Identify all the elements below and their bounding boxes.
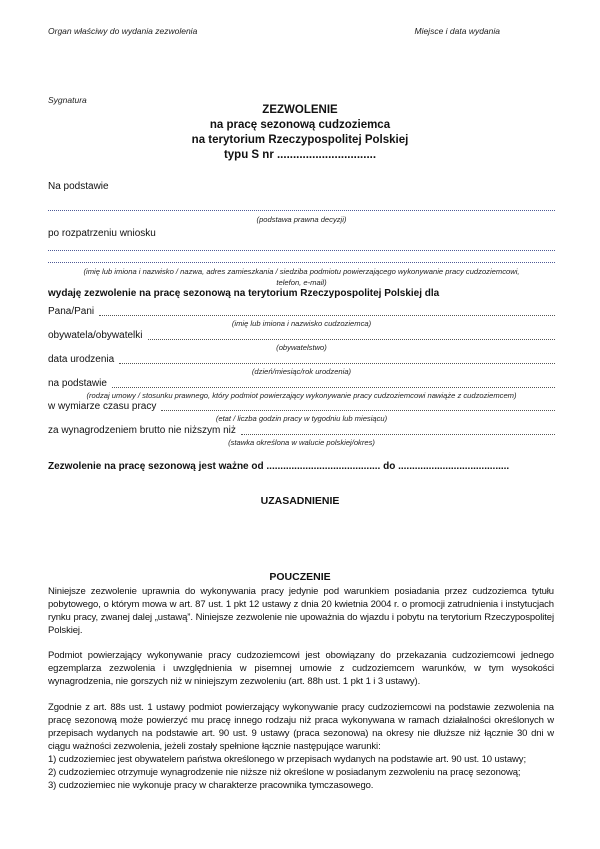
instruction-paragraph-3 — [48, 701, 554, 792]
field-working-time-caption: (etat / liczba godzin pracy w tygodniu lub miesiącu) — [215, 414, 388, 423]
instruction-paragraph-2: Podmiot powierzający wykonywanie pracy cudzoziemcowi jest obowiązany do przekazania cudzoziemcowi jednego egzemplarza zezwolenia i uwzględnienia w pisemnej umowie z cudzoziemcem warunków, w tym wysokości wynagrodzenia, nie gorszych niż w niniejszym zezwoleniu (art. 88h ust. 1 pkt 1 i 3 ustawy). — [48, 650, 554, 687]
document-title — [0, 103, 600, 163]
entity-caption — [48, 266, 555, 288]
instruction-heading: POUCZENIE — [269, 571, 331, 583]
issue-statement: wydaję zezwolenie na pracę sezonową na terytorium Rzeczypospolitej Polskiej dla — [48, 288, 440, 299]
field-birth-date-fill-line — [119, 363, 555, 364]
legal-basis-caption: (podstawa prawna decyzji) — [256, 215, 347, 224]
title-line-1: ZEZWOLENIE — [262, 104, 338, 116]
instruction-paragraph-1: Niniejsze zezwolenie uprawnia do wykonywania pracy jedynie pod warunkiem posiadania przez cudzoziemca tytułu pobytowego, o którym mowa w art. 87 ust. 1 pkt 12 ustawy z dnia 20 kwietnia 2004 r. o promocji zatrudnienia i instytucjach rynku pracy, zwanej dalej „ustawą”. Niniejsze zezwolenie nie upoważnia do wjazdu i pobytu na terytorium Rzeczypospolitej Polskiej. — [48, 586, 554, 636]
instruction-condition-2: 2) cudzoziemiec otrzymuje wynagrodzenie nie niższe niż określone w posiadanym zezwoleniu na pracę sezonową; — [48, 767, 521, 778]
entity-caption-line-2: telefon, e-mail) — [276, 278, 327, 287]
instruction-paragraph-3-intro: Zgodnie z art. 88s ust. 1 ustawy podmiot powierzający wykonywanie pracy cudzoziemcowi na podstawie zezwolenia na pracę sezonową może powierzyć mu pracę innego rodzaju niż praca wykonywana w ramach działalności określonych w przepisach wydanych na podstawie art. 90 ust. 9 ustawy (praca sezonowa) na okresy nie dłuższe niż łącznie 30 dni w ciągu ważności zezwolenia, jeżeli zostały spełnione łącznie następujące warunki: — [48, 702, 554, 752]
field-contract-type-fill-line — [112, 387, 555, 388]
title-line-2: na pracę sezonową cudzoziemca — [209, 119, 391, 131]
application-review-label: po rozpatrzeniu wniosku — [48, 228, 156, 239]
field-birth-date — [48, 353, 555, 377]
field-contract-type-caption: (rodzaj umowy / stosunku prawnego, który podmiot powierzający wykonywanie pracy cudzoziemcowi nawiąże z cudzoziemcem) — [86, 391, 517, 400]
field-citizenship-fill-line — [148, 339, 556, 340]
instruction-condition-1: 1) cudzoziemiec jest obywatelem państwa określonego w przepisach wydanych na podstawie art. 90 ust. 10 ustawy; — [48, 754, 526, 765]
entity-fill-line-1 — [48, 250, 555, 251]
signature-label: Sygnatura — [48, 95, 87, 105]
field-citizenship — [48, 329, 555, 353]
field-foreigner-name-label: Pana/Pani — [48, 306, 95, 317]
field-foreigner-name-caption: (imię lub imiona i nazwisko cudzoziemca) — [231, 319, 372, 328]
field-working-time-fill-line — [161, 410, 555, 411]
field-gross-wage-caption: (stawka określona w walucie polskiej/okres) — [228, 438, 375, 447]
legal-basis-fill-line — [48, 210, 555, 211]
field-foreigner-name — [48, 305, 555, 329]
field-birth-date-label: data urodzenia — [48, 354, 115, 365]
issuing-authority-label: Organ właściwy do wydania zezwolenia — [48, 26, 198, 36]
field-working-time-label: w wymiarze czasu pracy — [48, 401, 157, 412]
field-working-time — [48, 400, 555, 424]
field-citizenship-label: obywatela/obywatelki — [48, 330, 143, 341]
field-gross-wage-label: za wynagrodzeniem brutto nie niższym niż — [48, 425, 236, 436]
field-contract-type-label: na podstawie — [48, 378, 107, 389]
title-line-4: typu S nr ............................... — [223, 149, 377, 161]
field-birth-date-caption: (dzień/miesiąc/rok urodzenia) — [251, 367, 352, 376]
instruction-condition-3: 3) cudzoziemiec nie wykonuje pracy w charakterze pracownika tymczasowego. — [48, 780, 374, 791]
field-foreigner-name-fill-line — [99, 315, 555, 316]
field-contract-type — [48, 377, 555, 401]
legal-basis-label: Na podstawie — [48, 181, 109, 192]
field-citizenship-caption: (obywatelstwo) — [276, 343, 327, 352]
field-gross-wage-fill-line — [241, 434, 555, 435]
place-date-label: Miejsce i data wydania — [414, 26, 500, 36]
entity-fill-line-2 — [48, 262, 555, 263]
title-line-3: na terytorium Rzeczypospolitej Polskiej — [191, 134, 409, 146]
validity-period-line: Zezwolenie na pracę sezonową jest ważne od ......................................... do ........................................ — [48, 461, 510, 472]
entity-caption-line-1: (imię lub imiona i nazwisko / nazwa, adres zamieszkania / siedziba podmiotu powierzającego wykonywanie pracy cudzoziemcowi, — [83, 267, 520, 276]
field-gross-wage — [48, 424, 555, 448]
justification-heading: UZASADNIENIE — [260, 495, 340, 507]
